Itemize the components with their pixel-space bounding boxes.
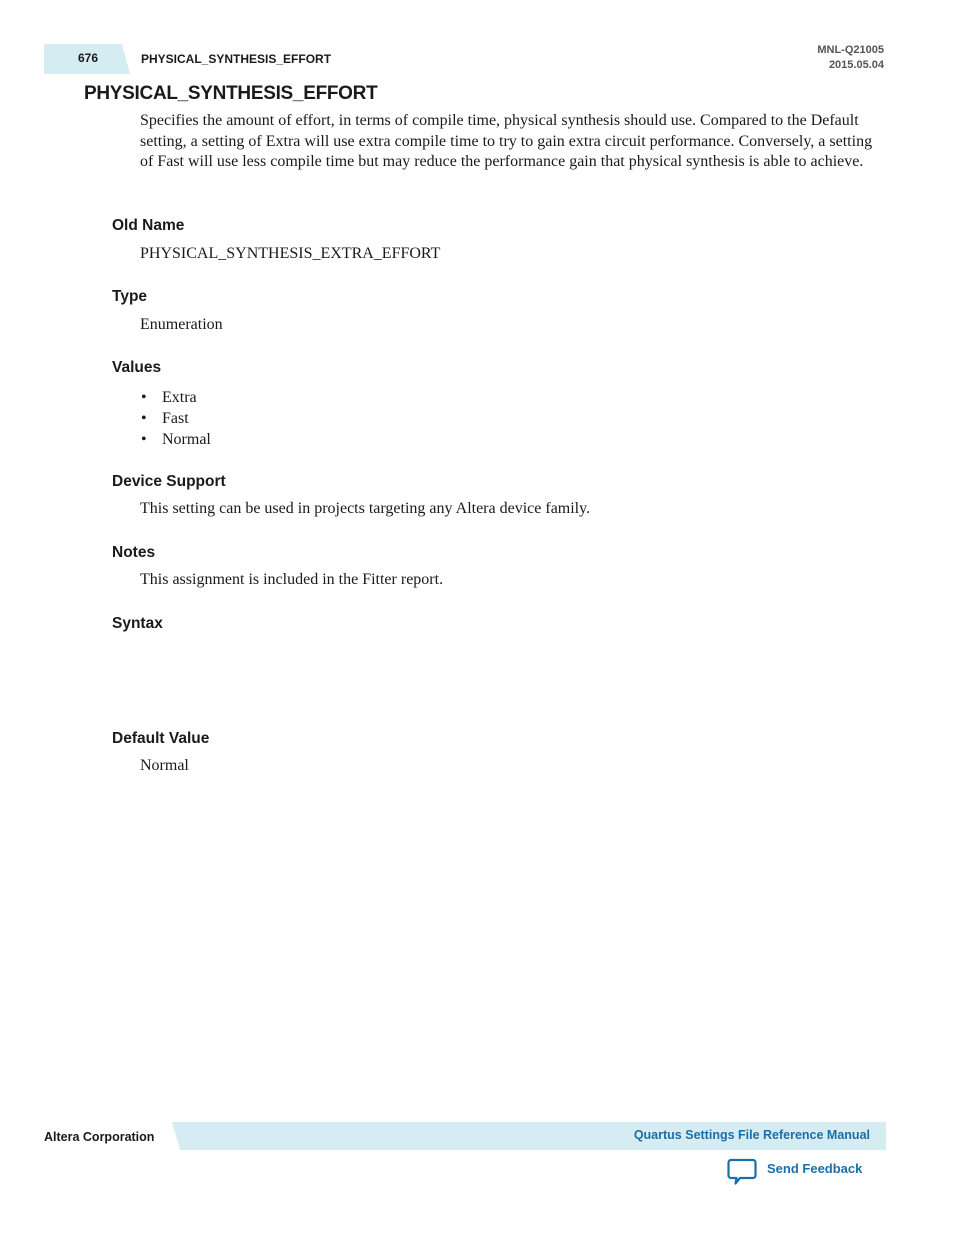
device-support-heading: Device Support xyxy=(112,473,226,490)
old-name-value: PHYSICAL_SYNTHESIS_EXTRA_EFFORT xyxy=(140,245,441,262)
list-item xyxy=(140,387,211,408)
bullet-icon: • xyxy=(141,410,147,427)
page-number: 676 xyxy=(77,51,99,65)
send-feedback-button[interactable] xyxy=(727,1158,862,1186)
notes-heading: Notes xyxy=(112,544,156,561)
send-feedback-label: Send Feedback xyxy=(767,1161,863,1176)
old-name-heading: Old Name xyxy=(112,217,185,234)
list-item xyxy=(140,408,211,429)
value-item-label: Normal xyxy=(162,431,211,448)
values-list xyxy=(140,387,211,450)
type-heading: Type xyxy=(112,288,148,305)
value-item-label: Extra xyxy=(162,389,197,406)
running-title: PHYSICAL_SYNTHESIS_EFFORT xyxy=(141,52,332,66)
doc-date: 2015.05.04 xyxy=(828,59,884,71)
default-value: Normal xyxy=(140,757,189,774)
manual-link[interactable]: Quartus Settings File Reference Manual xyxy=(633,1128,870,1142)
doc-id: MNL-Q21005 xyxy=(817,44,884,56)
values-heading: Values xyxy=(112,359,162,376)
bullet-icon: • xyxy=(141,431,147,448)
syntax-heading: Syntax xyxy=(112,615,163,632)
document-info xyxy=(817,43,884,73)
device-support-value: This setting can be used in projects targeting any Altera device family. xyxy=(140,500,591,517)
list-item xyxy=(140,429,211,450)
default-value-heading: Default Value xyxy=(112,730,210,747)
page-title: PHYSICAL_SYNTHESIS_EFFORT xyxy=(84,83,378,104)
company-name: Altera Corporation xyxy=(44,1130,155,1144)
value-item-label: Fast xyxy=(162,410,189,427)
speech-bubble-icon xyxy=(727,1158,757,1186)
notes-value: This assignment is included in the Fitter report. xyxy=(140,571,444,588)
description: Specifies the amount of effort, in terms of compile time, physical synthesis should use. Compared to the Default setting, a setting of Extra will use extra compile time to try to gain extra circuit performance. Conversely, a setting of Fast will use less compile time but may reduce the performance gain that physical synthesis is able to achieve. xyxy=(140,112,873,170)
type-value: Enumeration xyxy=(140,316,223,333)
bullet-icon: • xyxy=(141,389,147,406)
